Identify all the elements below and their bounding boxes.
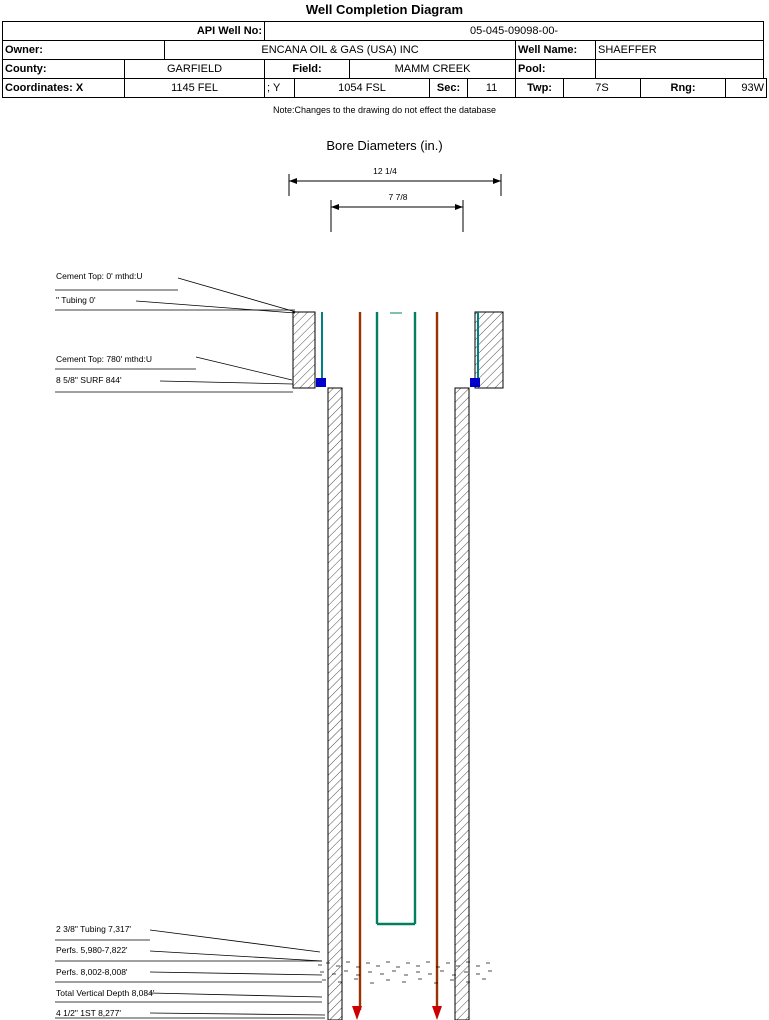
coordinates-label: Coordinates: X: [3, 79, 125, 98]
county-value: GARFIELD: [125, 60, 265, 79]
twp-value: 7S: [564, 79, 641, 98]
annotation-perfs-2: Perfs. 8,002-8,008': [56, 967, 128, 977]
surface-casing-wall-left: [293, 312, 315, 388]
annotation-leader-lines: [55, 278, 325, 1018]
sec-value: 11: [468, 79, 516, 98]
annotation-cement-top-780: Cement Top: 780' mthd:U: [56, 354, 152, 364]
twp-label: Twp:: [516, 79, 564, 98]
sec-label: Sec:: [430, 79, 468, 98]
annotation-cement-top-surface: Cement Top: 0' mthd:U: [56, 271, 143, 281]
outer-diameter-dimension: [289, 174, 501, 196]
surface-casing-wall-right: [475, 312, 503, 388]
inner-diameter-label: 7 7/8: [388, 192, 408, 202]
annotation-tubing: 2 3/8" Tubing 7,317': [56, 924, 132, 934]
api-label: API Well No:: [3, 22, 265, 41]
rng-value: 93W: [726, 79, 767, 98]
field-value: MAMM CREEK: [350, 60, 516, 79]
outer-diameter-label: 12 1/4: [373, 166, 397, 176]
owner-label: Owner:: [3, 41, 165, 60]
production-casing-wall-right: [455, 388, 469, 1020]
pool-label: Pool:: [516, 60, 596, 79]
annotation-surface-casing: 8 5/8" SURF 844': [56, 375, 122, 385]
rng-label: Rng:: [641, 79, 726, 98]
annotation-tubing-top: " Tubing 0': [56, 295, 96, 305]
bottom-perforation-marks: [352, 1006, 442, 1020]
annotation-total-vertical-depth: Total Vertical Depth 8,084': [56, 988, 155, 998]
field-label: Field:: [265, 60, 350, 79]
production-casing-wall-left: [328, 388, 342, 1020]
casing-shoe-right: [470, 378, 480, 387]
well-name-value: SHAEFFER: [596, 41, 764, 60]
tubing-stub-teal: [322, 312, 478, 378]
database-note: Note:Changes to the drawing do not effect the database: [273, 105, 496, 115]
bore-diameters-title: Bore Diameters (in.): [326, 138, 443, 153]
page-title: Well Completion Diagram: [305, 2, 464, 17]
rod-string-brown: [360, 312, 437, 1010]
casing-shoe-left: [316, 378, 326, 387]
owner-value: ENCANA OIL & GAS (USA) INC: [165, 41, 516, 60]
well-name-label: Well Name:: [516, 41, 596, 60]
coord-x-value: 1145 FEL: [125, 79, 265, 98]
annotation-casing-1st: 4 1/2" 1ST 8,277': [56, 1008, 121, 1018]
inner-diameter-dimension: [331, 200, 463, 232]
api-value: 05-045-09098-00-: [265, 22, 764, 41]
annotation-perfs-1: Perfs. 5,980-7,822': [56, 945, 128, 955]
coord-y-label: ; Y: [265, 79, 295, 98]
county-label: County:: [3, 60, 125, 79]
tubing-string-green: [377, 312, 415, 924]
coord-y-value: 1054 FSL: [295, 79, 430, 98]
